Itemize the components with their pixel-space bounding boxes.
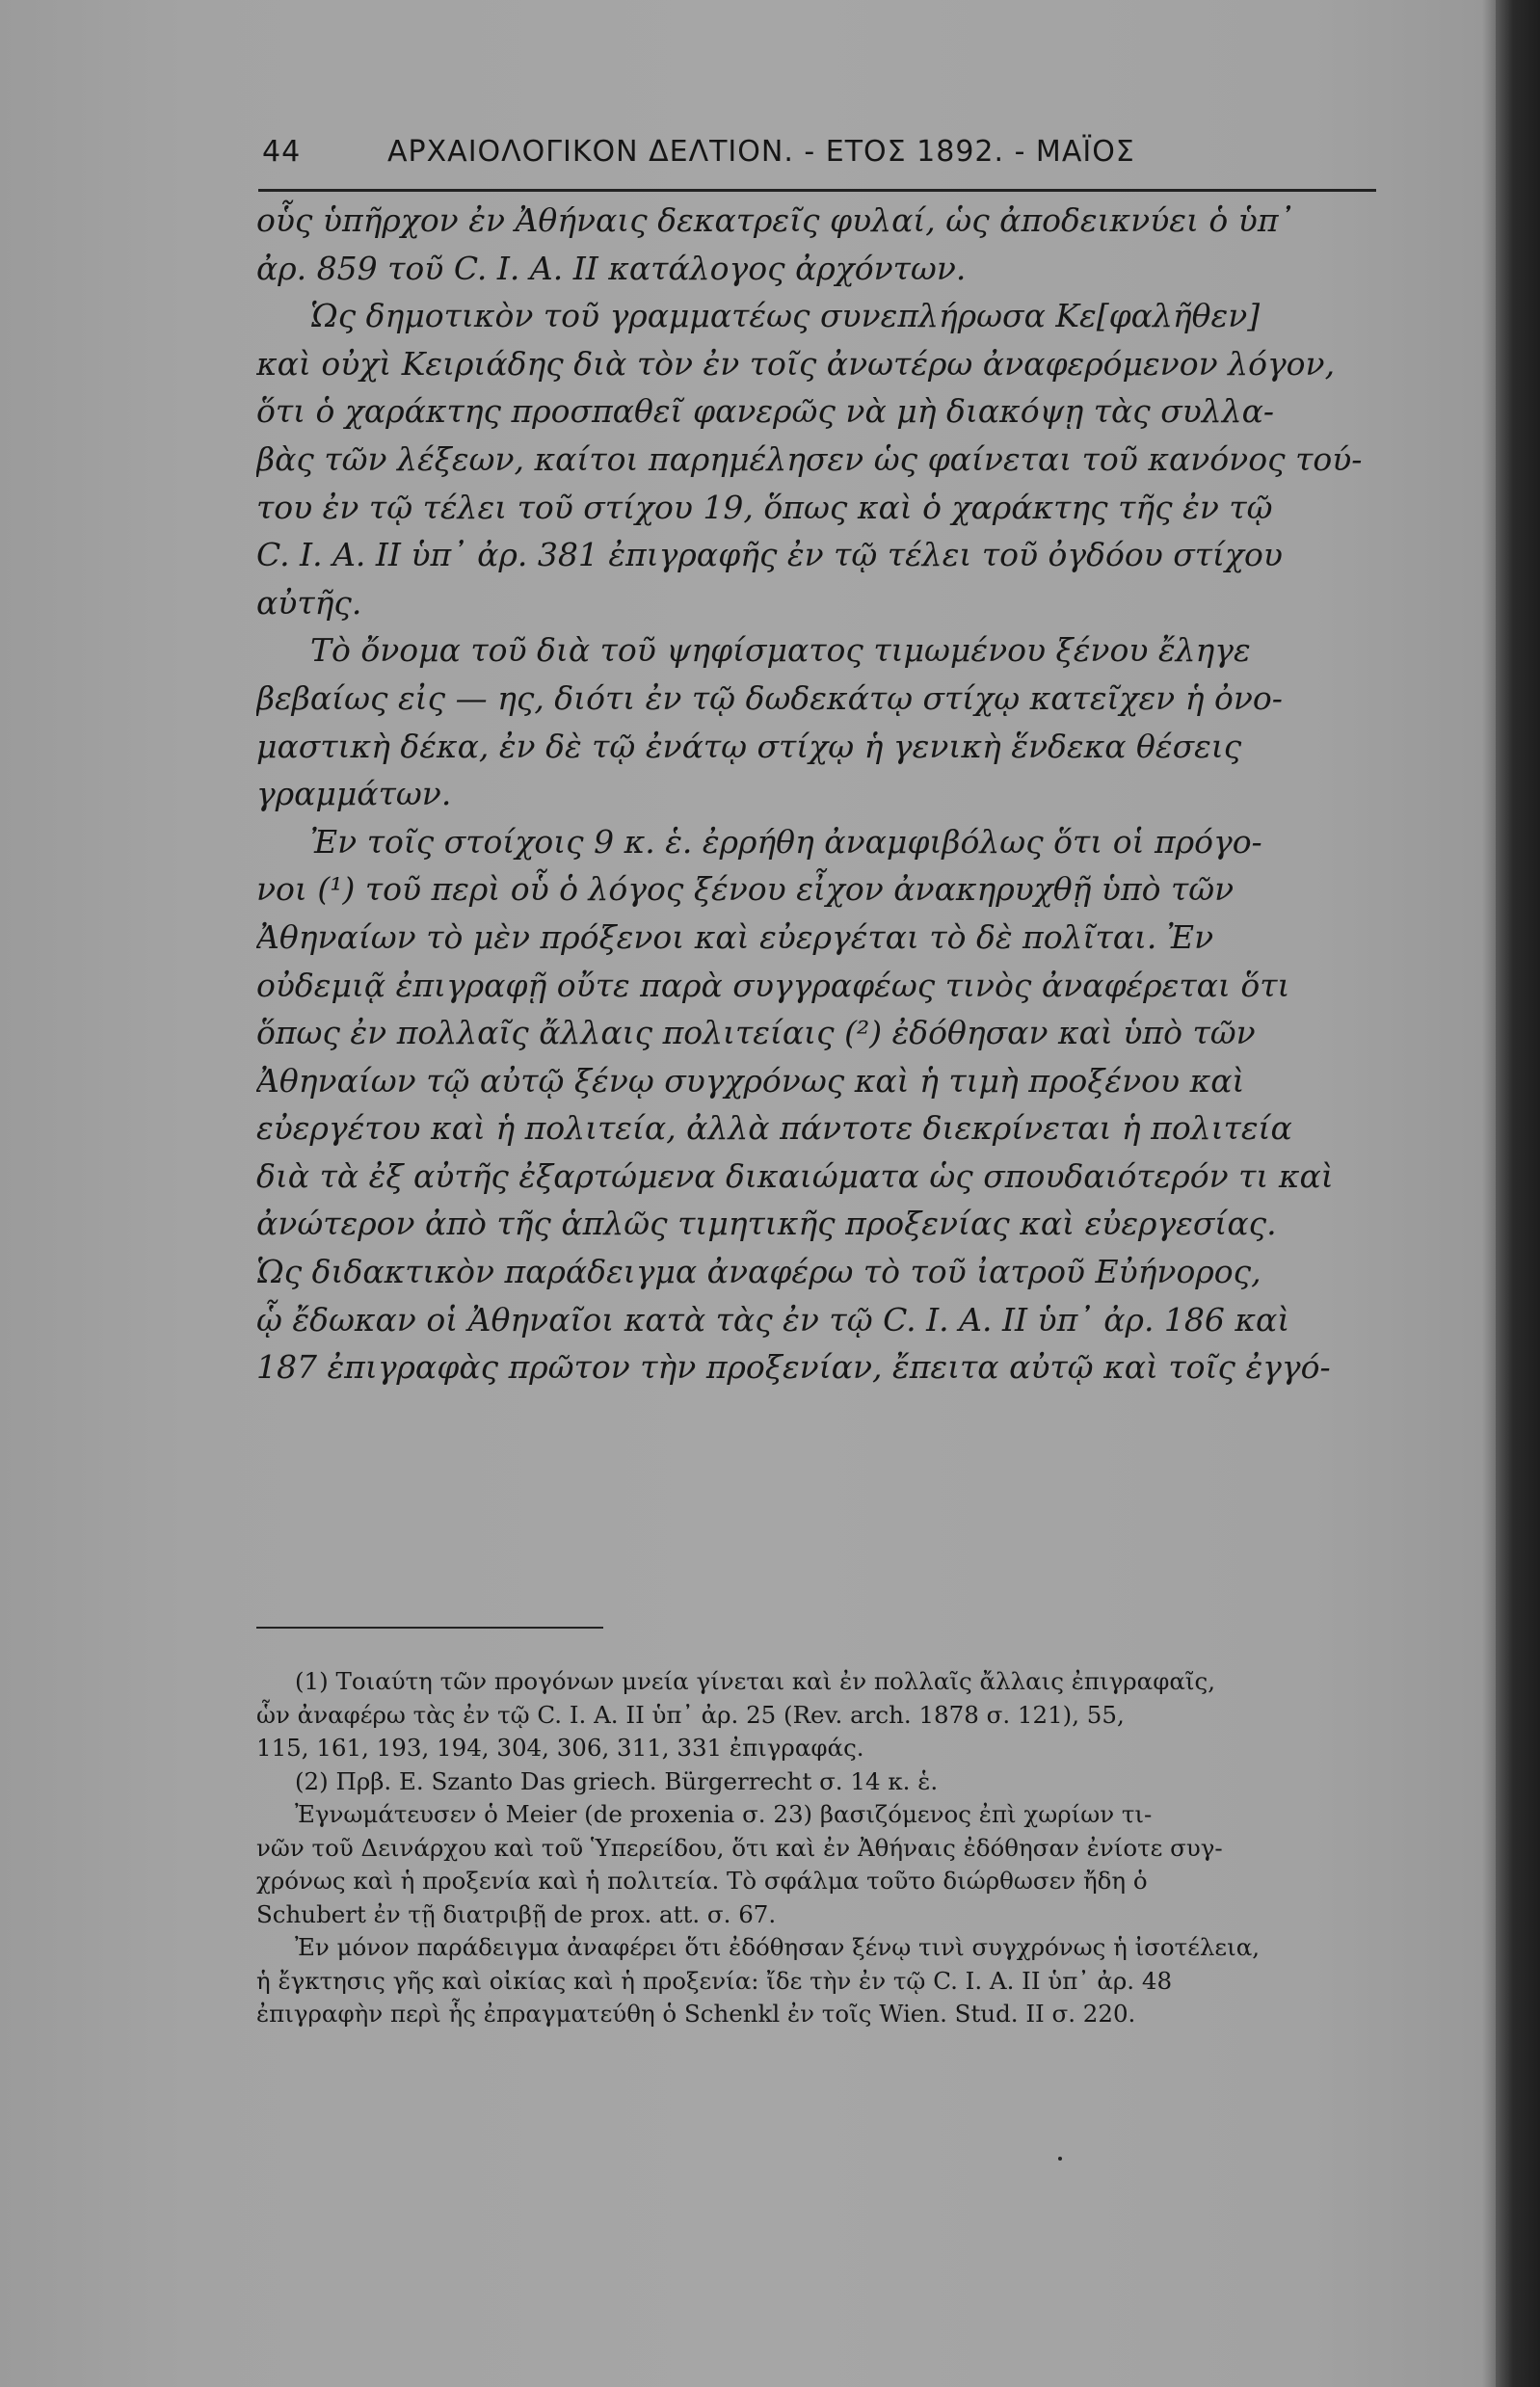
footnote-rule — [256, 1627, 603, 1629]
text-line: οὐδεμιᾷ ἐπιγραφῇ οὔτε παρὰ συγγραφέως τινὸς ἀναφέρεται ὅτι — [256, 966, 1290, 1004]
footnote-line: νῶν τοῦ Δεινάρχου καὶ τοῦ Ὑπερείδου, ὅτι καὶ ἐν Ἀθήναις ἐδόθησαν ἐνίοτε συγ- — [256, 1833, 1223, 1862]
text-line: οὗς ὑπῆρχον ἐν Ἀθήναις δεκατρεῖς φυλαί, ὡς ἀποδεικνύει ὁ ὑπ᾽ — [256, 201, 1295, 239]
text-line: διὰ τὰ ἐξ αὐτῆς ἐξαρτώμενα δικαιώματα ὡς σπουδαιότερόν τι καὶ — [256, 1156, 1334, 1195]
running-title: ΑΡΧΑΙΟΛΟΓΙΚΟΝ ΔΕΛΤΙΟΝ. - ΕΤΟΣ 1892. - ΜΑΪΟΣ — [387, 135, 1135, 169]
footnote-line: ὧν ἀναφέρω τὰς ἐν τῷ C. I. A. II ὑπ᾽ ἀρ. 25 (Rev. arch. 1878 σ. 121), 55, — [256, 1700, 1125, 1729]
text-line: Τὸ ὄνομα τοῦ διὰ τοῦ ψηφίσματος τιμωμένου ξένου ἔληγε — [310, 631, 1251, 670]
text-line: Ἀθηναίων τῷ αὐτῷ ξένῳ συγχρόνως καὶ ἡ τιμὴ προξένου καὶ — [256, 1061, 1245, 1100]
footnote-line: (2) Πρβ. E. Szanto Das griech. Bürgerrecht σ. 14 κ. ἑ. — [295, 1766, 939, 1795]
print-speck — [1058, 2157, 1062, 2161]
text-line: νοι (¹) τοῦ περὶ οὗ ὁ λόγος ξένου εἶχον ἀνακηρυχθῇ ὑπὸ τῶν — [256, 870, 1235, 909]
header-rule — [258, 189, 1376, 192]
text-line: Ὡς διδακτικὸν παράδειγμα ἀναφέρω τὸ τοῦ ἰατροῦ Εὐήνορος, — [256, 1253, 1261, 1291]
text-line: ᾧ ἔδωκαν οἱ Ἀθηναῖοι κατὰ τὰς ἐν τῷ C. I. A. II ὑπ᾽ ἀρ. 186 καὶ — [256, 1300, 1290, 1339]
text-line: Ὡς δημοτικὸν τοῦ γραμματέως συνεπλήρωσα Κε[φαλῆθεν] — [310, 297, 1261, 335]
footnote-line: (1) Τοιαύτη τῶν προγόνων μνεία γίνεται καὶ ἐν πολλαῖς ἄλλαις ἐπιγραφαῖς, — [295, 1667, 1216, 1695]
text-line: καὶ οὐχὶ Κειριάδης διὰ τὸν ἐν τοῖς ἀνωτέρω ἀναφερόμενον λόγον, — [256, 344, 1336, 383]
footnote-line: χρόνως καὶ ἡ προξενία καὶ ἡ πολιτεία. Τὸ σφάλμα τοῦτο διώρθωσεν ἤδη ὁ — [256, 1867, 1148, 1895]
main-text — [256, 197, 1374, 1392]
text-line: ἀρ. 859 τοῦ C. I. A. II κατάλογος ἀρχόντων. — [256, 249, 967, 287]
text-line: Ἀθηναίων τὸ μὲν πρόξενοι καὶ εὐεργέται τὸ δὲ πολῖται. Ἐν — [256, 917, 1214, 956]
text-line: βεβαίως εἰς — ης, διότι ἐν τῷ δωδεκάτῳ στίχῳ κατεῖχεν ἡ ὀνο- — [256, 678, 1283, 717]
page-header — [262, 135, 1361, 183]
text-line: 187 ἐπιγραφὰς πρῶτον τὴν προξενίαν, ἔπειτα αὐτῷ καὶ τοῖς ἐγγό- — [256, 1348, 1331, 1387]
text-line: γραμμάτων. — [256, 775, 452, 813]
text-line: μαστικὴ δέκα, ἐν δὲ τῷ ἐνάτῳ στίχῳ ἡ γενικὴ ἕνδεκα θέσεις — [256, 727, 1242, 765]
page-number: 44 — [262, 135, 302, 169]
text-line: βὰς τῶν λέξεων, καίτοι παρημέλησεν ὡς φαίνεται τοῦ κανόνος τού- — [256, 439, 1363, 478]
footnote-line: ἡ ἔγκτησις γῆς καὶ οἰκίας καὶ ἡ προξενία: ἴδε τὴν ἐν τῷ C. I. A. II ὑπ᾽ ἀρ. 48 — [256, 1966, 1173, 1995]
text-line: εὐεργέτου καὶ ἡ πολιτεία, ἀλλὰ πάντοτε διεκρίνεται ἡ πολιτεία — [256, 1109, 1292, 1148]
text-line: ὅπως ἐν πολλαῖς ἄλλαις πολιτείαις (²) ἐδόθησαν καὶ ὑπὸ τῶν — [256, 1014, 1256, 1052]
text-line: Ἐν τοῖς στοίχοις 9 κ. ἑ. ἐρρήθη ἀναμφιβόλως ὅτι οἱ πρόγο- — [310, 822, 1262, 861]
footnote-line: ἐπιγραφὴν περὶ ἧς ἐπραγματεύθη ὁ Schenkl ἐν τοῖς Wien. Stud. II σ. 220. — [256, 2000, 1136, 2028]
footnote-line: 115, 161, 193, 194, 304, 306, 311, 331 ἐπιγραφάς. — [256, 1734, 864, 1762]
footnote-line: Ἐν μόνον παράδειγμα ἀναφέρει ὅτι ἐδόθησαν ξένῳ τινὶ συγχρόνως ἡ ἰσοτέλεια, — [295, 1933, 1261, 1961]
footnotes — [256, 1665, 1374, 2031]
page-edge-shadow — [1482, 0, 1496, 2387]
text-line: αὐτῆς. — [256, 583, 362, 622]
footnote-line: Ἐγνωμάτευσεν ὁ Meier (de proxenia σ. 23) βασιζόμενος ἐπὶ χωρίων τι- — [295, 1800, 1153, 1828]
text-line: C. I. A. II ὑπ᾽ ἀρ. 381 ἐπιγραφῆς ἐν τῷ τέλει τοῦ ὀγδόου στίχου — [256, 536, 1283, 574]
text-line: ἀνώτερον ἀπὸ τῆς ἁπλῶς τιμητικῆς προξενίας καὶ εὐεργεσίας. — [256, 1205, 1277, 1243]
text-line: του ἐν τῷ τέλει τοῦ στίχου 19, ὅπως καὶ ὁ χαράκτης τῆς ἐν τῷ — [256, 488, 1273, 526]
book-binding-edge — [1496, 0, 1540, 2387]
text-line: ὅτι ὁ χαράκτης προσπαθεῖ φανερῶς νὰ μὴ διακόψῃ τὰς συλλα- — [256, 392, 1275, 431]
footnote-line: Schubert ἐν τῇ διατριβῇ de prox. att. σ. 67. — [256, 1899, 777, 1928]
